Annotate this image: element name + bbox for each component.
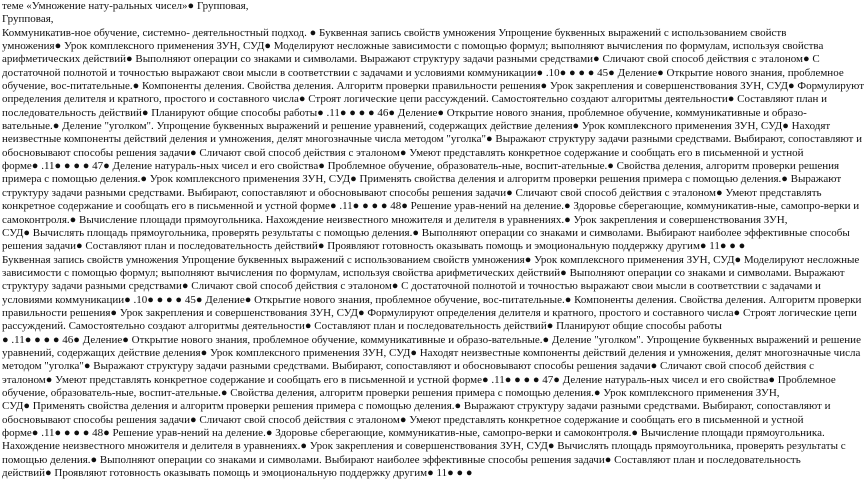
text-line: условиями коммуникации● .10● ● ● ● 45● Деление● Открытие нового знания, проблемное обучение, вос-питательные.● Компоненты деления. Свойства деления. Алгоритм проверки xyxy=(2,293,862,306)
text-line: определения делителя и кратного, простого и составного числа● Строят логические цепи рассуждений. Самостоятельно создают алгоритмы деятельности● Составляют план и xyxy=(2,93,827,106)
text-line: форме● .11● ● ● ● 48● Решение урав-нений на деление.● Здоровье сберегающие, коммуникатив-ные, самопро-верки и самоконтроля.● Вычисление площади прямоугольника. xyxy=(2,427,825,439)
text-line: последовательность действий● Планируют общие способы работы● .11● ● ● ● 46● Деление● Открытие нового знания, проблемное обучение, коммуникативные и образо- xyxy=(2,106,807,119)
text-line: зависимости с помощью формул; выполняют вычисления по формулам, используя свойства арифметических действий● Выполняют операции со знаками и символами. Выражают xyxy=(2,266,845,279)
text-line: ● .11● ● ● ● 46● Деление● Открытие нового знания, проблемное обучение, коммуникативные и образо-вательные.● Деление "уголком". Упрощение буквенных выражений и решение xyxy=(2,333,861,346)
text-line: СУД● Вычислять площадь прямоугольника, проверять результаты с помощью деления.● Выполняют операции со знаками и символами. Выбирают наиболее эффективные способы xyxy=(2,226,850,239)
text-line: неизвестные компоненты действий деления и умножения, делят многозначные числа методом "уголка"● Выражают структуру задачи разными средствами. Выбирают, сопоставляют и xyxy=(2,133,862,146)
text-line: самоконтроля.● Вычисление площади прямоугольника. Нахождение неизвестного множителя и делителя в уравнениях.● Урок закрепления и совершенствования ЗУН, xyxy=(2,213,788,226)
text-line: Нахождение неизвестного множителя и делителя в уравнениях.● Урок закрепления и совершенствования ЗУН, СУД● Вычислять площадь прямоугольника, проверять результаты с xyxy=(2,440,846,453)
text-line: арифметических действий● Выполняют операции со знаками и символами. Выражают структуру задачи разными средствами● Сличают свой способ действия с эталоном● С xyxy=(2,53,820,66)
text-line: решения задачи● Составляют план и последовательность действий● Проявляют готовность оказывать помощь и эмоциональную поддержку другим● 11● ● ● xyxy=(2,240,746,253)
text-line: действий● Проявляют готовность оказывать помощь и эмоциональную поддержку другим● 11● ● ● xyxy=(2,467,473,480)
text-line: конкретное содержание и сообщать его в письменной и устной форме● .11● ● ● ● 48● Решение урав-нений на деление.● Здоровье сберегающие, коммуникатив-ные, самопро-верки и xyxy=(2,200,860,213)
text-line: умножения● Урок комплексного применения ЗУН, СУД● Моделируют несложные зависимости с помощью формул; выполняют вычисления по формулам, используя свойства xyxy=(2,40,824,53)
text-line: Буквенная запись свойств умножения Упрощение буквенных выражений с использованием свойств умножения● Урок комплексного применения ЗУН, СУД● Моделируют несложные xyxy=(2,253,860,266)
text-line: форме● .11● ● ● ● 47● Деление натураль-ных чисел и его свойства● Проблемное обучение, образователь-ные, воспит-ательные.● Свойства деления, алгоритм проверки решения xyxy=(2,160,840,173)
text-line: правильности решения● Урок закрепления и совершенствования ЗУН, СУД● Формулируют определения делителя и кратного, простого и составного числа● Строят логические цепи xyxy=(2,306,857,319)
text-line: обучение, образователь-ные, воспит-ательные.● Свойства деления, алгоритм проверки решения примера с помощью деления.● Урок комплексного применения ЗУН, xyxy=(2,386,780,399)
text-line: Коммуникатив-ное обучение, системно- деятельностный подход. ● Буквенная запись свойств умножения Упрощение буквенных выражений с использованием свойств xyxy=(2,26,787,39)
text-line: достаточной полнотой и точностью выражают свои мысли в соответствии с задачами и условиями коммуникации● .10● ● ● ● 45● Деление● Открытие нового знания, проблемное xyxy=(2,66,844,79)
text-line: уравнений, содержащих действие деления● Урок комплексного применения ЗУН, СУД● Находят неизвестные компоненты действий деления и умножения, делят многозначные числа xyxy=(2,346,861,359)
text-line: СУД● Применять свойства деления и алгоритм проверки решения примера с помощью деления.● Выражают структуру задачи разными средствами. Выбирают, сопоставляют и xyxy=(2,400,831,413)
text-line: теме «Умножение нату-ральных чисел»● Групповая, xyxy=(2,0,249,12)
document-text-block xyxy=(2,0,864,480)
text-line: структуру задачи разными средствами● Сличают свой способ действия с эталоном● С достаточной полнотой и точностью выражают свои мысли в соответствии с задачами и xyxy=(2,280,821,293)
text-line: обосновывают способы решения задачи● Сличают свой способ действия с эталоном● Умеют представлять конкретное содержание и сообщать его в письменной и устной xyxy=(2,413,804,426)
text-line: обучение, вос-питательные.● Компоненты деления. Свойства деления. Алгоритм проверки правильности решения● Урок закрепления и совершенствования ЗУН, СУД● Формулируют xyxy=(2,80,864,93)
text-line: структуру задачи разными средствами. Выбирают, сопоставляют и обосновывают способы решения задачи● Сличают свой способ действия с эталоном● Умеют представлять xyxy=(2,186,822,199)
text-line: помощью деления.● Выполняют операции со знаками и символами. Выбирают наиболее эффективные способы решения задачи● Составляют план и последовательность xyxy=(2,453,801,466)
text-line: вательные.● Деление "уголком". Упрощение буквенных выражений и решение уравнений, содержащих действие деления● Урок комплексного применения ЗУН, СУД● Находят xyxy=(2,120,831,133)
text-line: примера с помощью деления.● Урок комплексного применения ЗУН, СУД● Применять свойства деления и алгоритм проверки решения примера с помощью деления.● Выражают xyxy=(2,173,842,186)
text-line: эталоном● Умеют представлять конкретное содержание и сообщать его в письменной и устной форме● .11● ● ● ● 47● Деление натураль-ных чисел и его свойства● Проблемное xyxy=(2,373,836,386)
text-line: Групповая, xyxy=(2,13,54,26)
text-line: рассуждений. Самостоятельно создают алгоритмы деятельности● Составляют план и последовательность действий● Планируют общие способы работы xyxy=(2,320,722,333)
text-line: обосновывают способы решения задачи● Сличают свой способ действия с эталоном● Умеют представлять конкретное содержание и сообщать его в письменной и устной xyxy=(2,146,804,159)
text-line: методом "уголка"● Выражают структуру задачи разными средствами. Выбирают, сопоставляют и обосновывают способы решения задачи● Сличают свой способ действия с xyxy=(2,360,814,373)
